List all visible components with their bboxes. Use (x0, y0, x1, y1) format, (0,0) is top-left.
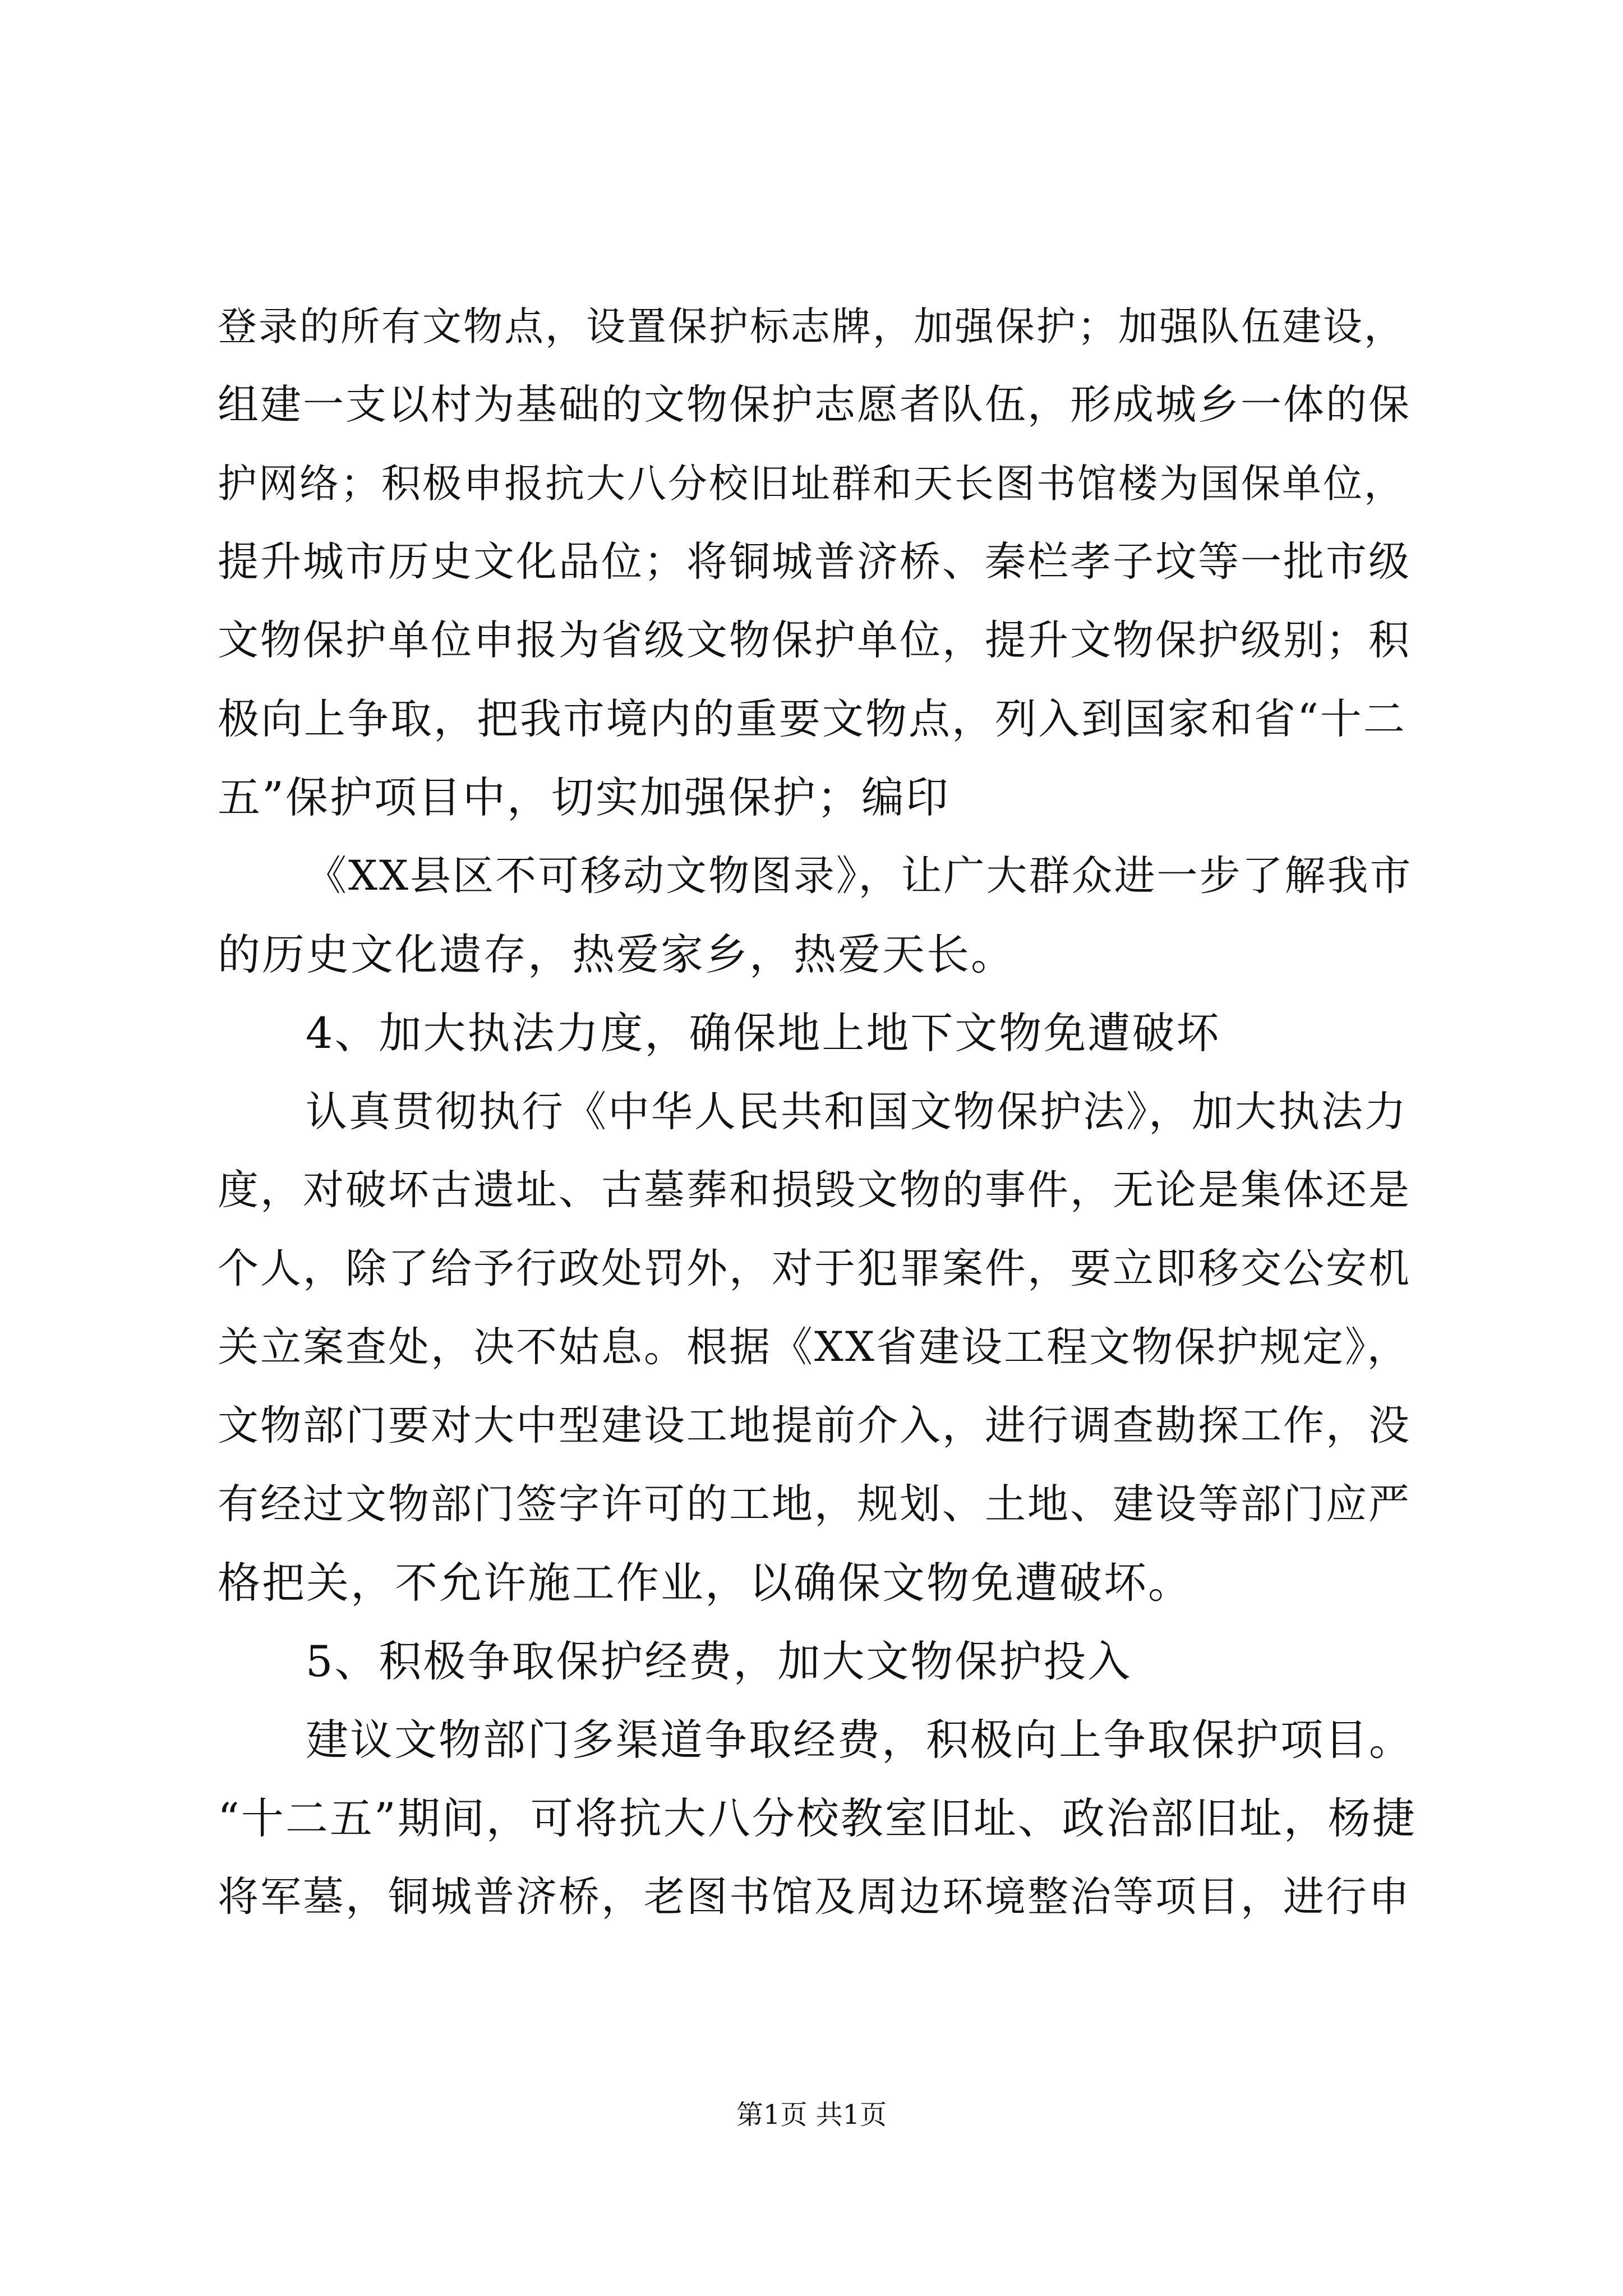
body-line: 文物部门要对大中型建设工地提前介入，进行调查勘探工作，没 (218, 1402, 1411, 1450)
body-line: 五”保护项目中，切实加强保护；编印 (218, 772, 950, 822)
body-line: 文物保护单位申报为省级文物保护单位，提升文物保护级别；积 (218, 616, 1411, 664)
body-line: 有经过文物部门签字许可的工地，规划、土地、建设等部门应严 (218, 1480, 1411, 1528)
body-line: 将军墓，铜城普济桥，老图书馆及周边环境整治等项目，进行申 (218, 1873, 1411, 1921)
body-line: 提升城市历史文化品位；将铜城普济桥、秦栏孝子坟等一批市级 (218, 538, 1411, 586)
body-line: 极向上争取，把我市境内的重要文物点，列入到国家和省“十二 (218, 695, 1407, 743)
body-line: 的历史文化遗存，热爱家乡，热爱天长。 (218, 930, 1015, 979)
body-line: 护网络；积极申报抗大八分校旧址群和天长图书馆楼为国保单位， (218, 461, 1405, 507)
body-line: 度，对破坏古遗址、古墓葬和损毁文物的事件，无论是集体还是 (218, 1166, 1411, 1214)
body-line: 组建一支以村为基础的文物保护志愿者队伍，形成城乡一体的保 (218, 381, 1411, 429)
section-heading: 4、加大执法力度，确保地上地下文物免遭破坏 (306, 1008, 1221, 1058)
body-line: 关立案查处，决不姑息。根据《XX省建设工程文物保护规定》， (218, 1323, 1410, 1371)
body-line: 格把关，不允许施工作业，以确保文物免遭破坏。 (218, 1558, 1192, 1608)
body-line: 《XX县区不可移动文物图录》，让广大群众进一步了解我市 (306, 852, 1413, 900)
body-line: 个人，除了给予行政处罚外，对于犯罪案件，要立即移交公安机 (218, 1245, 1411, 1292)
body-line: 登录的所有文物点，设置保护标志牌，加强保护；加强队伍建设， (218, 303, 1405, 349)
body-line: 建议文物部门多渠道争取经费，积极向上争取保护项目。 (306, 1715, 1413, 1765)
body-line: “十二五”期间，可将抗大八分校教室旧址、政治部旧址，杨捷 (218, 1793, 1417, 1843)
page-footer: 第1页 共1页 (736, 2099, 887, 2131)
section-heading: 5、积极争取保护经费，加大文物保护投入 (306, 1636, 1132, 1686)
body-line: 认真贯彻执行《中华人民共和国文物保护法》，加大执法力 (306, 1088, 1408, 1136)
